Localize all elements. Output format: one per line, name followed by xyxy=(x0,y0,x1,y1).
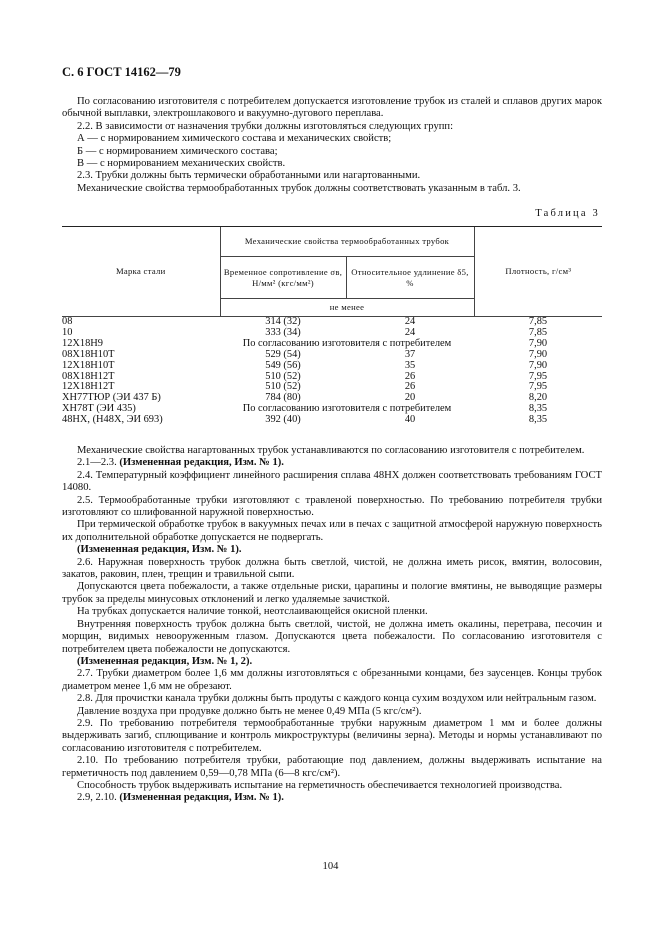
cell-elongation: 37 xyxy=(404,348,416,360)
table-row xyxy=(62,361,602,372)
paragraph: Давление воздуха при продувке должно быть не менее 0,49 МПа (5 кгс/см²). xyxy=(77,705,422,717)
cell-strength: 549 (56) xyxy=(265,359,301,371)
cell-elongation: 24 xyxy=(404,326,416,338)
cell-strength: 784 (80) xyxy=(265,392,301,404)
cell-density: 8,20 xyxy=(528,392,548,404)
cell-grade: 12Х18Н12Т xyxy=(62,381,115,393)
cell-strength: 333 (34) xyxy=(265,326,301,338)
table-row xyxy=(62,372,602,383)
cell-grade: 48НХ, (Н48Х, ЭИ 693) xyxy=(62,414,163,426)
cell-note: По согласованию изготовителя с потребителем xyxy=(242,403,452,415)
cell-grade: 10 xyxy=(62,326,73,338)
paragraph: 2.4. Температурный коэффициент линейного расширения сплава 48НХ должен соответствовать требованиям ГОСТ 14080. xyxy=(62,469,602,494)
amendment-note: (Измененная редакция, Изм. № 1). xyxy=(119,792,284,804)
cell-elongation: 26 xyxy=(404,370,416,382)
list-item: А — с нормированием химического состава и механических свойств; xyxy=(77,133,392,145)
table-row xyxy=(62,350,602,361)
column-header-elongation: Относительное удлинение δ5, % xyxy=(346,257,474,299)
column-group-header: Механические свойства термообработанных трубок xyxy=(220,227,474,257)
paragraph: 2.6. Наружная поверхность трубок должна быть светлой, чистой, не должна иметь рисок, вмятин, волосовин, закатов, раковин, плен, трещин и травильной сыпи. xyxy=(62,556,602,581)
paragraph xyxy=(62,544,602,556)
cell-density: 7,90 xyxy=(528,337,548,349)
list-item: В — с нормированием механических свойств. xyxy=(77,158,286,170)
paragraph: 2.3. Трубки должны быть термически обработанными или нагартованными. xyxy=(77,170,421,182)
cell-strength: 510 (52) xyxy=(265,370,301,382)
page-number: 104 xyxy=(322,861,339,872)
cell-elongation: 20 xyxy=(404,392,416,404)
paragraph: 2.2. В зависимости от назначения трубки должны изготовляться следующих групп: xyxy=(77,120,454,132)
paragraph: 2.9. По требованию потребителя термообработанные трубки наружным диаметром 1 мм и более должны выдерживать загиб, сплющивание и контроль микроструктуры (величины зерна). Методы и нормы устанавливают по согласованию изготовителя с потребителем. xyxy=(62,717,602,754)
cell-strength: 529 (54) xyxy=(265,348,301,360)
paragraph: Внутренняя поверхность трубок должна быть светлой, чистой, не должна иметь окалины, перетрава, песочин и морщин, видимых невооруженным глазом. Допускаются цвета побежалости. По согласованию изготовителя с потребителем цвета побежалости не допускаются. xyxy=(62,618,602,655)
cell-elongation: 35 xyxy=(404,359,416,371)
cell-grade: ХН77ТЮР (ЭИ 437 Б) xyxy=(62,392,161,404)
cell-density: 7,95 xyxy=(528,381,548,393)
cell-density: 7,85 xyxy=(474,317,602,328)
cell-density: 7,85 xyxy=(528,326,548,338)
amendment-note: (Измененная редакция, Изм. № 1). xyxy=(119,457,284,469)
paragraph: 2.8. Для прочистки канала трубки должны быть продуты с каждого конца сухим воздухом или нейтральным газом. xyxy=(77,693,597,705)
column-header-density: Плотность, г/см³ xyxy=(474,227,602,317)
cell-grade: 12Х18Н9 xyxy=(62,337,103,349)
paragraph xyxy=(62,457,602,469)
paragraph: Механические свойства термообработанных трубок должны соответствовать указанным в табл. 3. xyxy=(77,182,521,194)
cell-density: 7,90 xyxy=(528,348,548,360)
table-row xyxy=(62,339,602,350)
paragraph: По согласованию изготовителя с потребителем допускается изготовление трубок из сталей и сплавов других марок обычной выплавки, электрошлакового и вакуумно-дугового переплава. xyxy=(62,96,602,120)
paragraph xyxy=(62,792,602,804)
paragraph: На трубках допускается наличие тонкой, неотслаивающейся окисной пленки. xyxy=(77,606,428,618)
cell-grade: 08Х18Н10Т xyxy=(62,348,115,360)
paragraph xyxy=(62,656,602,668)
paragraph: Способность трубок выдерживать испытание на герметичность обеспечивается технологией производства. xyxy=(77,779,563,791)
cell-note: По согласованию изготовителя с потребителем xyxy=(242,337,452,349)
cell-grade: ХН78Т (ЭИ 435) xyxy=(62,403,136,415)
cell-density: 7,95 xyxy=(528,370,548,382)
table-caption: Таблица 3 xyxy=(535,208,600,219)
body-section xyxy=(62,445,602,805)
paragraph: Механические свойства нагартованных трубок устанавливаются по согласованию изготовителя с потребителем. xyxy=(77,445,585,456)
column-header-min: не менее xyxy=(220,299,474,317)
cell-elongation: 24 xyxy=(346,317,474,328)
cell-strength: 392 (40) xyxy=(265,414,301,426)
cell-elongation: 40 xyxy=(404,414,416,426)
cell-density: 8,35 xyxy=(528,403,548,415)
cell-grade: 12Х18Н10Т xyxy=(62,359,115,371)
clause-ref: 2.1—2.3. xyxy=(77,457,117,469)
paragraph: 2.7. Трубки диаметром более 1,6 мм должны изготовляться с обрезанными концами, без заусенцев. Концы трубок диаметром менее 1,6 мм не обрезают. xyxy=(62,668,602,692)
cell-grade: 08Х18Н12Т xyxy=(62,370,115,382)
cell-strength: 510 (52) xyxy=(265,381,301,393)
paragraph: 2.10. По требованию потребителя трубки, работающие под давлением, должны выдерживать испытание на герметичность под давлением 0,59—0,78 МПа (6—8 кгс/см²). xyxy=(62,755,602,779)
intro-section xyxy=(62,96,602,195)
column-header-grade: Марка стали xyxy=(62,227,220,317)
clause-ref: 2.9, 2.10. xyxy=(77,792,117,804)
cell-density: 7,90 xyxy=(528,359,548,371)
list-item: Б — с нормированием химического состава; xyxy=(77,145,278,157)
paragraph: 2.5. Термообработанные трубки изготовляют с травленой поверхностью. По требованию потребителя трубки изготовляют со шлифованной наружной поверхностью. xyxy=(62,494,602,519)
page-header: С. 6 ГОСТ 14162—79 xyxy=(62,65,181,79)
cell-strength: 314 (32) xyxy=(220,317,346,328)
paragraph: Допускаются цвета побежалости, а также отдельные риски, царапины и пологие вмятины, не выводящие размеры трубок за пределы минусовых отклонений и легко удаляемые зачисткой. xyxy=(62,581,602,605)
table-row xyxy=(62,415,602,426)
table-row xyxy=(62,317,602,328)
column-header-strength: Временное сопротивление σв, Н/мм² (кгс/мм²) xyxy=(220,257,346,299)
cell-elongation: 26 xyxy=(404,381,416,393)
cell-density: 8,35 xyxy=(528,414,548,426)
amendment-note: (Измененная редакция, Изм. № 1). xyxy=(77,544,242,556)
amendment-note: (Измененная редакция, Изм. № 1, 2). xyxy=(77,655,253,667)
properties-table xyxy=(62,226,602,426)
paragraph: При термической обработке трубок в вакуумных печах или в печах с защитной атмосферой наружную поверхность их дополнительной обработке допускается не подвергать. xyxy=(62,519,602,543)
cell-grade: 08 xyxy=(62,317,220,328)
